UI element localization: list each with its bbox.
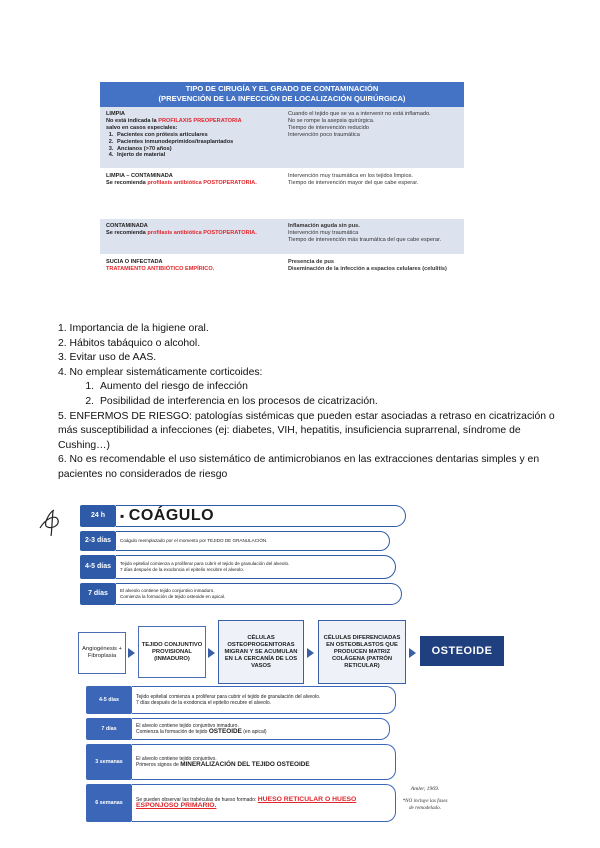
list-item: 1. Importancia de la higiene oral.: [58, 323, 209, 334]
list-item: 5. ENFERMOS DE RIESGO: patologías sistémicas que pueden estar asociadas a retraso en cicatrización o más susceptibilidad a infecciones (ej: diabetes, VIH, hepatitis, insuficiencia suprarrenal, síndrome de Cushing…): [58, 410, 555, 451]
table-row: [100, 107, 464, 169]
timeline-step: 6 semanas Se pueden observar las trabéculas de hueso formado: HUESO RETICULAR O HUESO ESPONJOSO PRIMARIO.: [86, 784, 396, 822]
arrow-icon: [208, 648, 215, 658]
list-item: 6. No es recomendable el uso sistemático de antimicrobianos en las extracciones dentarias simples y en pacientes no considerados de riesgo: [58, 454, 540, 480]
table-header-subtitle: (PREVENCIÓN DE LA INFECCIÓN DE LOCALIZACIÓN QUIRÚRGICA): [158, 94, 406, 103]
handwritten-mark-icon: [36, 508, 66, 538]
bone-formation-flow: [78, 620, 548, 686]
timeline-badge: 7 días: [86, 718, 132, 740]
list-item: 3. Evitar uso de AAS.: [58, 352, 157, 364]
timeline-step: 2-3 días Coágulo reemplazado por el momento por TEJIDO DE GRANULACIÓN.: [80, 531, 390, 551]
arrow-icon: [307, 648, 314, 658]
surgery-contamination-table: [100, 82, 464, 291]
arrow-icon: [128, 648, 135, 658]
timeline-step: 3 semanas El alveolo contiene tejido conjuntivo. Primeros signos de MINERALIZACIÓN DEL TEJIDO OSTEOIDE: [86, 744, 396, 780]
table-cell-left: LIMPIA No está indicada la PROFILAXIS PREOPERATORIA salvo en casos especiales: 1. Pacientes con prótesis articulares 2. Pacientes inmunodeprimidos/trasplantados 3. Ancianos (>70 años) 4. Injerto de material: [100, 107, 282, 168]
table-cell-left: LIMPIA – CONTAMINADA Se recomienda profilaxis antibiótica POSTOPERATORIA.: [106, 173, 257, 186]
clot-title: COÁGULO: [128, 507, 215, 524]
timeline-step: 7 días El alveolo contiene tejido conjuntivo inmaduro. Comienza la formación de tejido OSTEOIDE (en apical): [86, 718, 390, 740]
timeline-step: 7 días El alveolo contiene tejido conjuntivo inmaduro. Comienza la formación de tejido osteoide en apical.: [80, 583, 402, 605]
healing-timeline-bottom: [86, 686, 406, 826]
flow-step-angiogenesis: Angiogénesis + Fibroplasia: [78, 632, 126, 674]
citation-note: *NO incluye las fases de remodelado.: [402, 798, 448, 811]
table-header: [100, 82, 464, 107]
citation: [400, 786, 450, 811]
healing-timeline-top: [80, 505, 410, 605]
table-cell-right: Intervención muy traumática en los tejidos limpios. Tiempo de intervención mayor del que cabe esperar.: [288, 173, 419, 186]
table-row: [100, 255, 464, 291]
table-cell-right: Presencia de pus Diseminación de la infección a espacios celulares (celulitis): [288, 259, 447, 272]
recommendations-list: [58, 322, 558, 483]
table-cell-right: Cuando el tejido que se va a intervenir no está inflamado. No se rompe la asepsia quirúrgica. Tiempo de intervención reducido Intervención poco traumática: [288, 111, 431, 138]
table-cell-left: CONTAMINADA Se recomienda profilaxis antibiótica POSTOPERATORIA.: [106, 223, 257, 236]
flow-step-osteoprogenitor-cells: CÉLULAS OSTEOPROGENITORAS MIGRAN Y SE ACUMULAN EN LA CERCANÍA DE LOS VASOS: [218, 620, 304, 684]
timeline-step: 4-5 días Tejido epitelial comienza a proliferar para cubrir el tejido de granulación del alveolo. 7 días después de la exodoncia el epitelio recubre el alveolo.: [86, 686, 396, 714]
table-row: [100, 169, 464, 219]
timeline-badge: 7 días: [80, 583, 116, 605]
flow-step-osteoid: OSTEOIDE: [420, 636, 504, 666]
table-cell-left: SUCIA O INFECTADA TRATAMIENTO ANTIBIÓTICO EMPÍRICO.: [106, 259, 215, 272]
timeline-badge: 24 h: [80, 505, 116, 527]
flow-step-connective-tissue: TEJIDO CONJUNTIVO PROVISIONAL (INMADURO): [138, 626, 206, 678]
flow-step-osteoblasts: CÉLULAS DIFERENCIADAS EN OSTEOBLASTOS QUE PRODUCEN MATRIZ COLÁGENA (PATRÓN RETICULAR): [318, 620, 406, 684]
arrow-icon: [409, 648, 416, 658]
citation-author: Amler, 1969.: [410, 786, 440, 792]
timeline-badge: 4-5 días: [80, 555, 116, 579]
timeline-step: 4-5 días Tejido epitelial comienza a proliferar para cubrir el tejido de granulación del alveolo. 7 días después de la exodoncia el epitelio recubre el alveolo.: [80, 555, 396, 579]
list-item: 4. No emplear sistemáticamente corticoides:: [58, 366, 263, 378]
timeline-step: 24 h ▪ COÁGULO: [80, 505, 406, 527]
timeline-badge: 4-5 días: [86, 686, 132, 714]
list-item: 2. Hábitos tabáquico o alcohol.: [58, 337, 201, 349]
special-cases-list: 1. Pacientes con prótesis articulares 2. Pacientes inmunodeprimidos/trasplantados 3. Ancianos (>70 años) 4. Injerto de material: [115, 132, 276, 160]
table-header-title: TIPO DE CIRUGÍA Y EL GRADO DE CONTAMINACIÓN: [185, 84, 379, 93]
timeline-badge: 2-3 días: [80, 531, 116, 551]
table-cell-right: Inflamación aguda sin pus. Intervención muy traumática Tiempo de intervención más traumática del que cabe esperar.: [288, 223, 442, 243]
list-subitem: 2. Posibilidad de interferencia en los procesos de cicatrización.: [85, 395, 378, 407]
timeline-badge: 3 semanas: [86, 744, 132, 780]
list-subitem: 1. Aumento del riesgo de infección: [85, 381, 248, 393]
timeline-badge: 6 semanas: [86, 784, 132, 822]
table-row: [100, 219, 464, 255]
